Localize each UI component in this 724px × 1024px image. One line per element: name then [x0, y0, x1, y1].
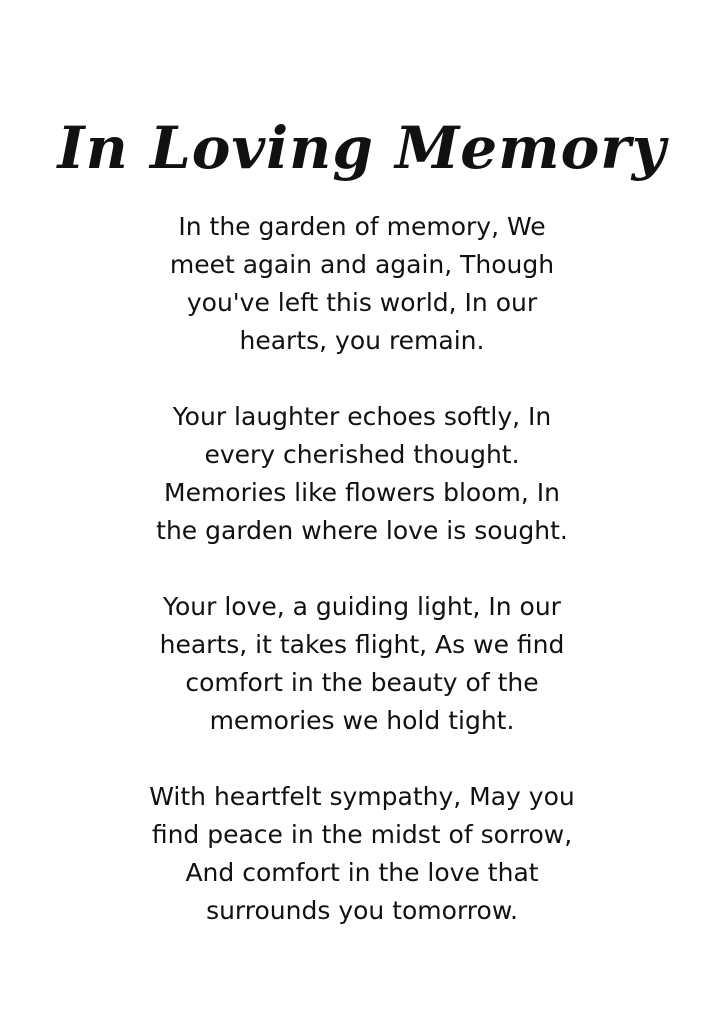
poem-line: find peace in the midst of sorrow,	[151, 820, 573, 849]
poem-line: meet again and again, Though	[169, 250, 555, 279]
poem-line: Your laughter echoes softly, In	[172, 402, 552, 431]
stanza-1	[132, 208, 592, 360]
poem-line: Memories like flowers bloom, In	[164, 478, 560, 507]
poem-line: With heartfelt sympathy, May you	[149, 782, 575, 811]
stanza-3	[132, 588, 592, 740]
poem-line: surrounds you tomorrow.	[206, 896, 518, 925]
poem-line: In the garden of memory, We	[178, 212, 546, 241]
poem-line: every cherished thought.	[204, 440, 520, 469]
poem	[0, 208, 724, 968]
page-title: In Loving Memory	[57, 114, 667, 182]
poem-line: hearts, you remain.	[239, 326, 485, 355]
stanza-4	[132, 778, 592, 930]
poem-line: the garden where love is sought.	[156, 516, 568, 545]
poem-line: comfort in the beauty of the	[185, 668, 539, 697]
poem-line: you've left this world, In our	[186, 288, 538, 317]
stanza-2	[132, 398, 592, 550]
poem-line: hearts, it takes flight, As we find	[159, 630, 565, 659]
poem-line: Your love, a guiding light, In our	[163, 592, 561, 621]
poem-line: memories we hold tight.	[209, 706, 515, 735]
poem-line: And comfort in the love that	[185, 858, 539, 887]
